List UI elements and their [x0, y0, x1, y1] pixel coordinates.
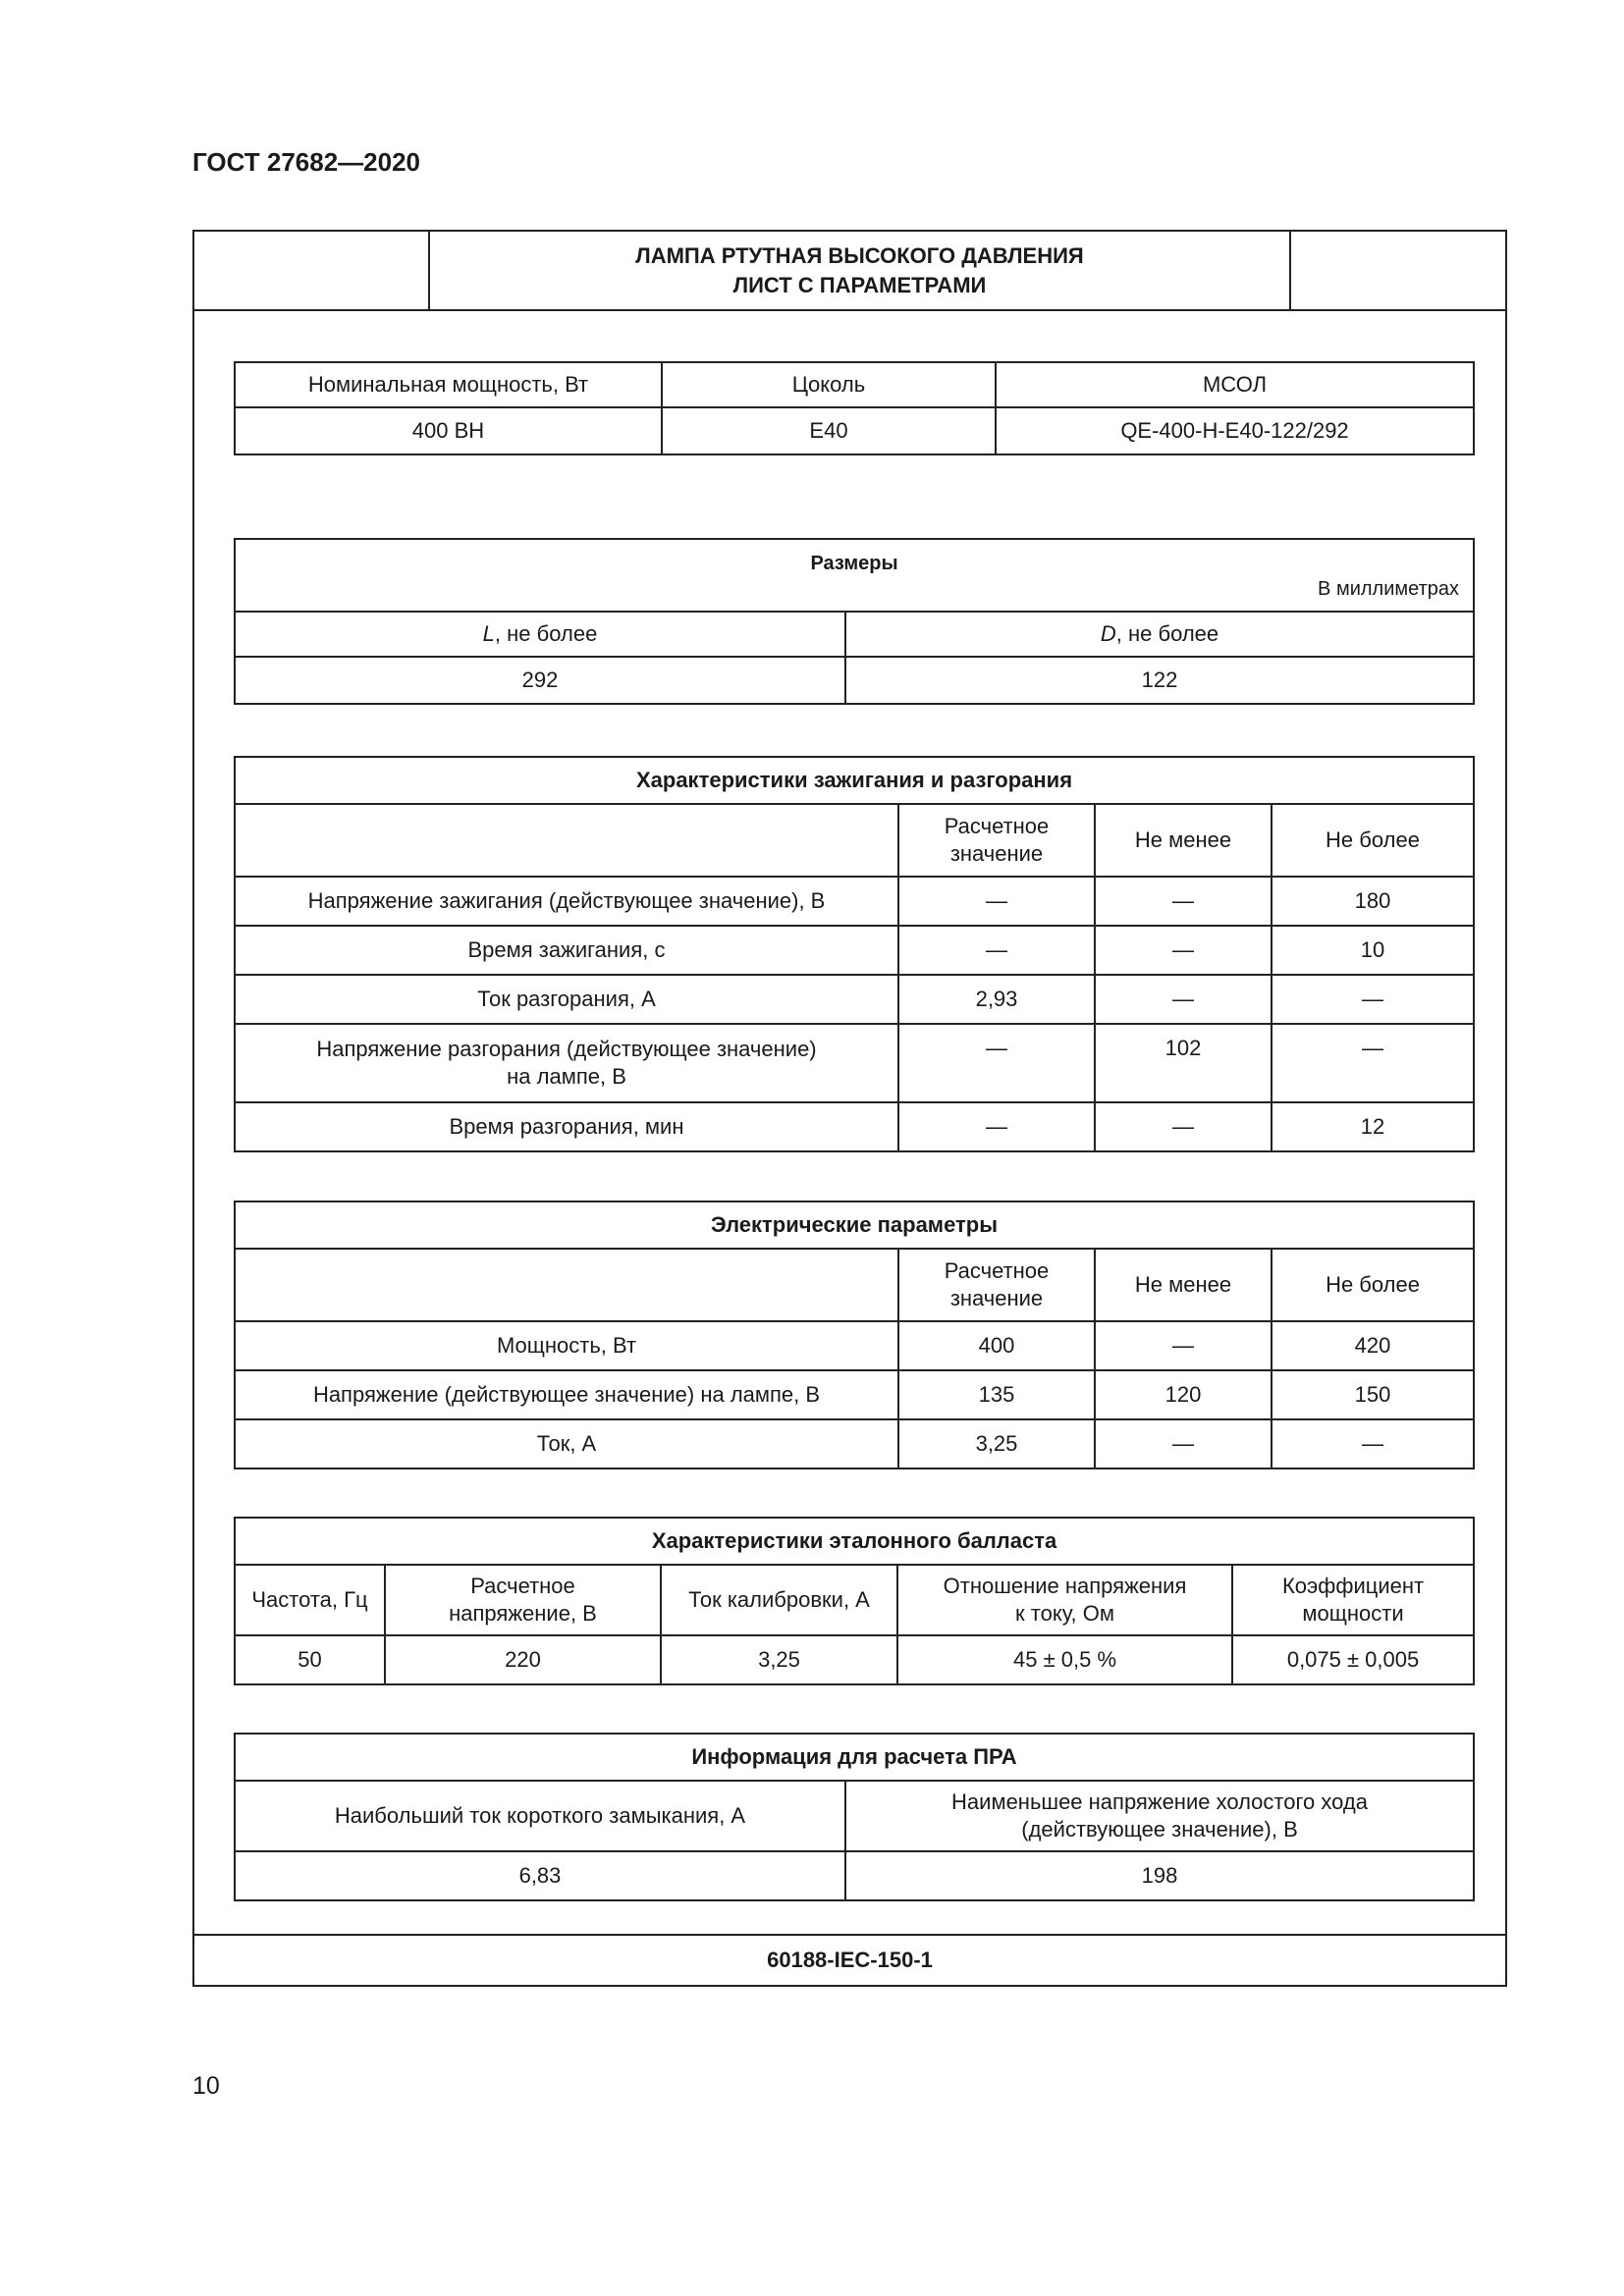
reference-ballast-table — [234, 1517, 1475, 1685]
ignition-header-blank — [235, 804, 898, 877]
ballast-header-voltage — [385, 1565, 661, 1635]
table-row — [235, 1370, 1474, 1419]
row-max: — — [1272, 975, 1474, 1024]
ballast-value-current: 3,25 — [661, 1635, 897, 1684]
row-label — [235, 1024, 898, 1102]
row-min: — — [1095, 1102, 1272, 1151]
table-row — [235, 1635, 1474, 1684]
table-row — [235, 1419, 1474, 1468]
ballast-header-voltage-line1: Расчетное — [470, 1574, 575, 1598]
row-max: — — [1272, 1419, 1474, 1468]
row-max: 150 — [1272, 1370, 1474, 1419]
row-min: 120 — [1095, 1370, 1272, 1419]
electrical-header-min: Не менее — [1095, 1249, 1272, 1321]
row-label: Время зажигания, с — [235, 926, 898, 975]
value-short-circuit-current: 6,83 — [235, 1851, 845, 1900]
ballast-header-frequency: Частота, Гц — [235, 1565, 385, 1635]
table-row — [235, 877, 1474, 926]
row-label: Напряжение зажигания (действующее значение), В — [235, 877, 898, 926]
row-label: Мощность, Вт — [235, 1321, 898, 1370]
row-calc: — — [898, 877, 1095, 926]
row-min: — — [1095, 975, 1272, 1024]
ballast-header-current: Ток калибровки, А — [661, 1565, 897, 1635]
electrical-header-max: Не более — [1272, 1249, 1474, 1321]
row-label-line2: на лампе, В — [507, 1064, 626, 1089]
row-max: 12 — [1272, 1102, 1474, 1151]
table-row — [235, 1102, 1474, 1151]
length-label-rest: , не более — [494, 621, 598, 646]
row-calc: 2,93 — [898, 975, 1095, 1024]
ballast-header-pf-line2: мощности — [1302, 1601, 1404, 1626]
dimensions-title: Размеры — [810, 553, 898, 574]
parameter-sheet — [192, 230, 1507, 1987]
electrical-header-blank — [235, 1249, 898, 1321]
dimensions-caption-cell — [235, 539, 1474, 612]
ballast-value-power-factor: 0,075 ± 0,005 — [1232, 1635, 1474, 1684]
value-diameter: 122 — [845, 657, 1474, 704]
value-cap: Е40 — [662, 407, 996, 454]
row-max: 180 — [1272, 877, 1474, 926]
row-calc: — — [898, 1024, 1095, 1102]
table-row — [235, 975, 1474, 1024]
page-number: 10 — [192, 2072, 220, 2100]
sheet-title-line1: ЛАМПА РТУТНАЯ ВЫСОКОГО ДАВЛЕНИЯ — [635, 242, 1084, 268]
row-calc: — — [898, 1102, 1095, 1151]
header-open-circuit-voltage — [845, 1781, 1474, 1851]
ignition-table — [234, 756, 1475, 1152]
document-id: ГОСТ 27682—2020 — [192, 147, 420, 177]
diameter-symbol: D — [1100, 621, 1116, 646]
sheet-header-left-cell — [194, 232, 430, 309]
row-label: Напряжение (действующее значение) на лампе, В — [235, 1370, 898, 1419]
row-max: 10 — [1272, 926, 1474, 975]
row-calc: 135 — [898, 1370, 1095, 1419]
sheet-header-right-cell — [1289, 232, 1505, 309]
dimensions-table — [234, 538, 1475, 705]
ballast-title: Характеристики эталонного балласта — [235, 1518, 1474, 1565]
header-length — [235, 612, 845, 657]
row-label: Время разгорания, мин — [235, 1102, 898, 1151]
ballast-calculation-table — [234, 1733, 1475, 1901]
dimensions-unit: В миллиметрах — [1318, 578, 1459, 600]
header-short-circuit-current: Наибольший ток короткого замыкания, А — [235, 1781, 845, 1851]
electrical-title: Электрические параметры — [235, 1201, 1474, 1249]
table-row — [235, 926, 1474, 975]
value-open-circuit-voltage: 198 — [845, 1851, 1474, 1900]
row-min: — — [1095, 926, 1272, 975]
sheet-header — [194, 232, 1505, 311]
header-diameter — [845, 612, 1474, 657]
value-length: 292 — [235, 657, 845, 704]
row-label-line1: Напряжение разгорания (действующее значение) — [316, 1037, 817, 1061]
row-label: Ток разгорания, А — [235, 975, 898, 1024]
ignition-header-calc: Расчетное значение — [898, 804, 1095, 877]
header-ilcos: МСОЛ — [996, 362, 1474, 407]
electrical-table — [234, 1201, 1475, 1469]
header-cap: Цоколь — [662, 362, 996, 407]
row-calc: 400 — [898, 1321, 1095, 1370]
ballast-header-ratio-line1: Отношение напряжения — [943, 1574, 1187, 1598]
row-calc: 3,25 — [898, 1419, 1095, 1468]
sheet-title — [430, 232, 1289, 309]
value-ilcos: QE-400-H-E40-122/292 — [996, 407, 1474, 454]
table-row — [235, 1321, 1474, 1370]
row-max: — — [1272, 1024, 1474, 1102]
sheet-title-line2: ЛИСТ С ПАРАМЕТРАМИ — [732, 272, 987, 297]
row-max: 420 — [1272, 1321, 1474, 1370]
ballast-value-ratio: 45 ± 0,5 % — [897, 1635, 1232, 1684]
table-row — [235, 1024, 1474, 1102]
ballast-value-frequency: 50 — [235, 1635, 385, 1684]
row-label: Ток, А — [235, 1419, 898, 1468]
row-min: — — [1095, 1419, 1272, 1468]
row-min: — — [1095, 1321, 1272, 1370]
row-calc: — — [898, 926, 1095, 975]
sheet-footer-code: 60188-IEC-150-1 — [194, 1934, 1505, 1985]
ignition-header-min: Не менее — [1095, 804, 1272, 877]
header-open-circuit-voltage-line1: Наименьшее напряжение холостого хода — [951, 1789, 1368, 1814]
ballast-header-pf-line1: Коэффициент — [1281, 1574, 1425, 1598]
header-nominal-power: Номинальная мощность, Вт — [235, 362, 662, 407]
diameter-label-rest: , не более — [1115, 621, 1219, 646]
value-nominal-power: 400 ВН — [235, 407, 662, 454]
ignition-header-max: Не более — [1272, 804, 1474, 877]
electrical-header-calc: Расчетное значение — [898, 1249, 1095, 1321]
ballast-value-voltage: 220 — [385, 1635, 661, 1684]
length-symbol: L — [482, 621, 495, 646]
ballast-header-voltage-line2: напряжение, В — [449, 1601, 597, 1626]
row-min: — — [1095, 877, 1272, 926]
ignition-title: Характеристики зажигания и разгорания — [235, 757, 1474, 804]
ballast-header-ratio — [897, 1565, 1232, 1635]
ballast-header-ratio-line2: к току, Ом — [1015, 1601, 1114, 1626]
ballast-info-title: Информация для расчета ПРА — [235, 1734, 1474, 1781]
row-min: 102 — [1095, 1024, 1272, 1102]
header-open-circuit-voltage-line2: (действующее значение), В — [1021, 1817, 1298, 1842]
ballast-header-power-factor — [1232, 1565, 1474, 1635]
lamp-identification-table — [234, 361, 1475, 455]
